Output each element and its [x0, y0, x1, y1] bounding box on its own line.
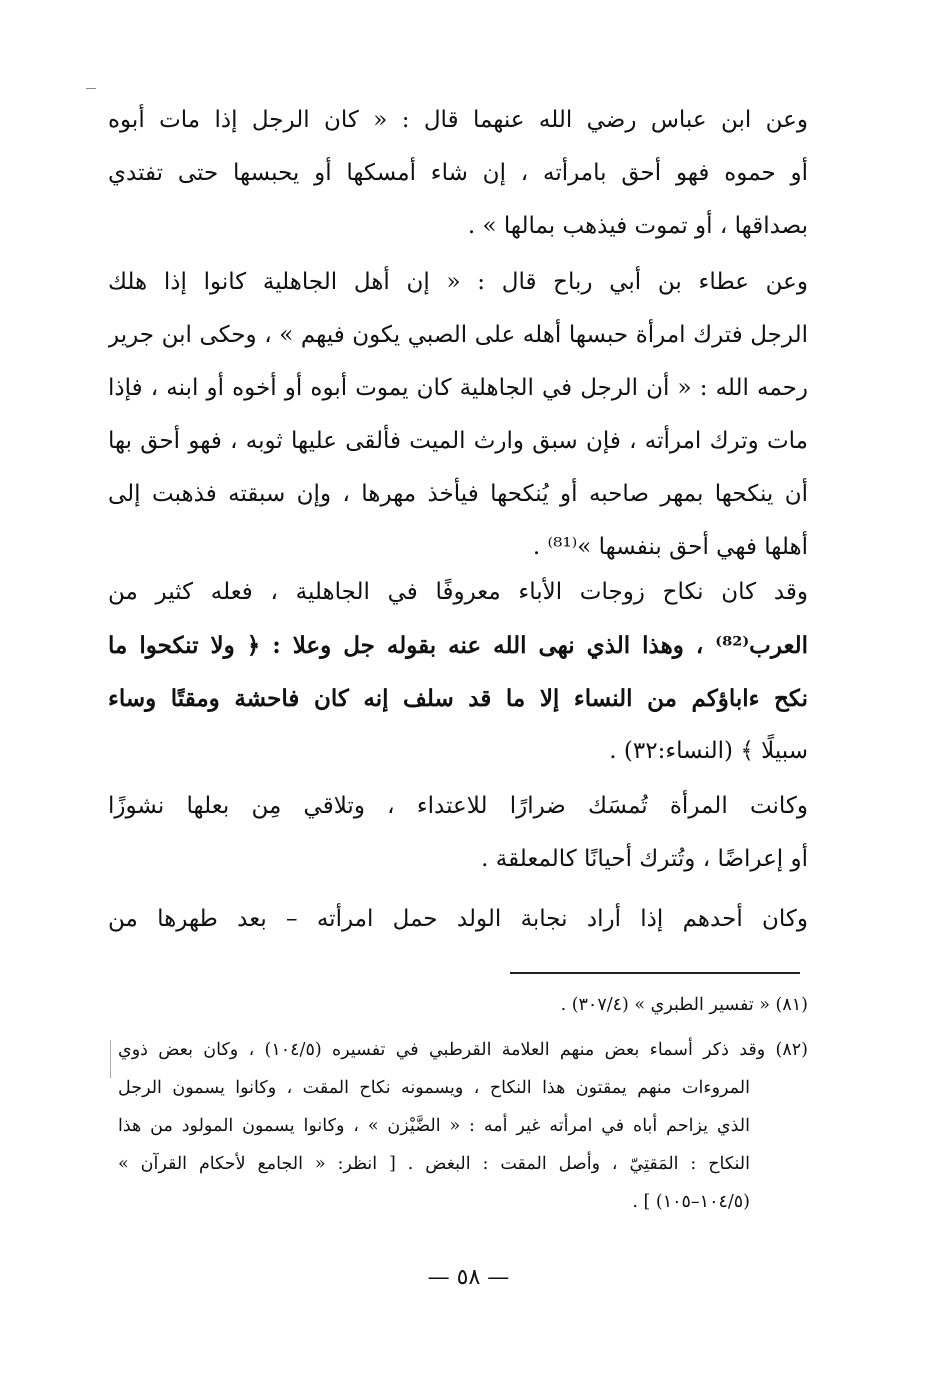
- paragraph-1: [108, 94, 808, 253]
- footnote-81: [118, 986, 808, 1024]
- paragraph-5: [108, 893, 808, 946]
- text-line: الرجل فترك امرأة حبسها أهله على الصبي يكون فيهم » ، وحكى ابن جرير: [108, 322, 808, 348]
- paragraph-4: [108, 780, 808, 886]
- text-line: وقد كان نكاح زوجات الأباء معروفًا في الجاهلية ، فعله كثير من: [108, 579, 808, 605]
- page-number: — ٥٨ —: [427, 1265, 510, 1290]
- text-line: وعن ابن عباس رضي الله عنهما قال : « كان الرجل إذا مات أبوه: [108, 107, 808, 133]
- text-line: مات وترك امرأته ، فإن سبق وارث الميت فألقى عليها ثوبه ، فهو أحق بها: [108, 428, 808, 454]
- text-line: رحمه الله : « أن الرجل في الجاهلية كان يموت أبوه أو أخوه أو ابنه ، فإذا: [108, 375, 808, 401]
- text-line: وكانت المرأة تُمسَك ضرارًا للاعتداء ، وتلاقي مِن بعلها نشوزًا: [108, 793, 808, 819]
- footnote-line: المروءات منهم يمقتون هذا النكاح ، ويسمونه نكاح المقت ، وكانوا يسمون الرجل: [118, 1078, 750, 1098]
- text-line: أو حموه فهو أحق بامرأته ، إن شاء أمسكها أو يحبسها حتى تفتدي: [108, 160, 808, 186]
- text-line: أن ينكحها بمهر صاحبه أو يُنكحها فيأخذ مهرها ، وإن سبقته فذهبت إلى: [108, 481, 808, 507]
- text-line: وكان أحدهم إذا أراد نجابة الولد حمل امرأته – بعد طهرها من: [108, 906, 808, 932]
- footnote-line: النكاح : المَقتِيّ ، وأصل المقت : البغض . [ انظر: « الجامع لأحكام القرآن »: [118, 1154, 750, 1174]
- text-line: بصداقها ، أو تموت فيذهب بمالها » .: [467, 213, 808, 239]
- quran-verse-line: نكح ءاباؤكم من النساء إلا ما قد سلف إنه كان فاحشة ومقتًا وساء: [108, 685, 808, 712]
- text-line: أهلها فهي أحق بنفسها »⁽⁸¹⁾ .: [532, 534, 808, 560]
- footnote-separator: [510, 972, 800, 974]
- paragraph-3: [108, 566, 808, 778]
- text-line: أو إعراضًا ، وتُترك أحيانًا كالمعلقة .: [481, 846, 808, 872]
- paragraph-2: [108, 256, 808, 574]
- footnote-82: [118, 1031, 808, 1221]
- scan-mark: [86, 88, 96, 89]
- text-line: وعن عطاء بن أبي رباح قال : « إن أهل الجاهلية كانوا إذا هلك: [108, 269, 808, 295]
- scan-mark: [110, 1040, 111, 1078]
- quran-verse-line: العرب⁽⁸²⁾ ، وهذا الذي نهى الله عنه بقوله جل وعلا : ﴿ ولا تنكحوا ما: [108, 632, 808, 659]
- footnote-line: (٨١) « تفسير الطبري » (٣٠٧/٤) .: [560, 995, 808, 1015]
- footnote-line: (١٠٤/٥–١٠٥) ] .: [632, 1192, 750, 1212]
- quran-verse-line: سبيلًا ﴾ (النساء:٣٢) .: [609, 738, 808, 764]
- footnote-line: الذي يزاحم أباه في امرأته غير أمه : « الضَّيْزن » ، وكانوا يسمون المولود من هذا: [118, 1116, 750, 1136]
- footnote-line: (٨٢) وقد ذكر أسماء بعض منهم العلامة القرطبي في تفسيره (١٠٤/٥) ، وكان بعض ذوي: [118, 1040, 808, 1060]
